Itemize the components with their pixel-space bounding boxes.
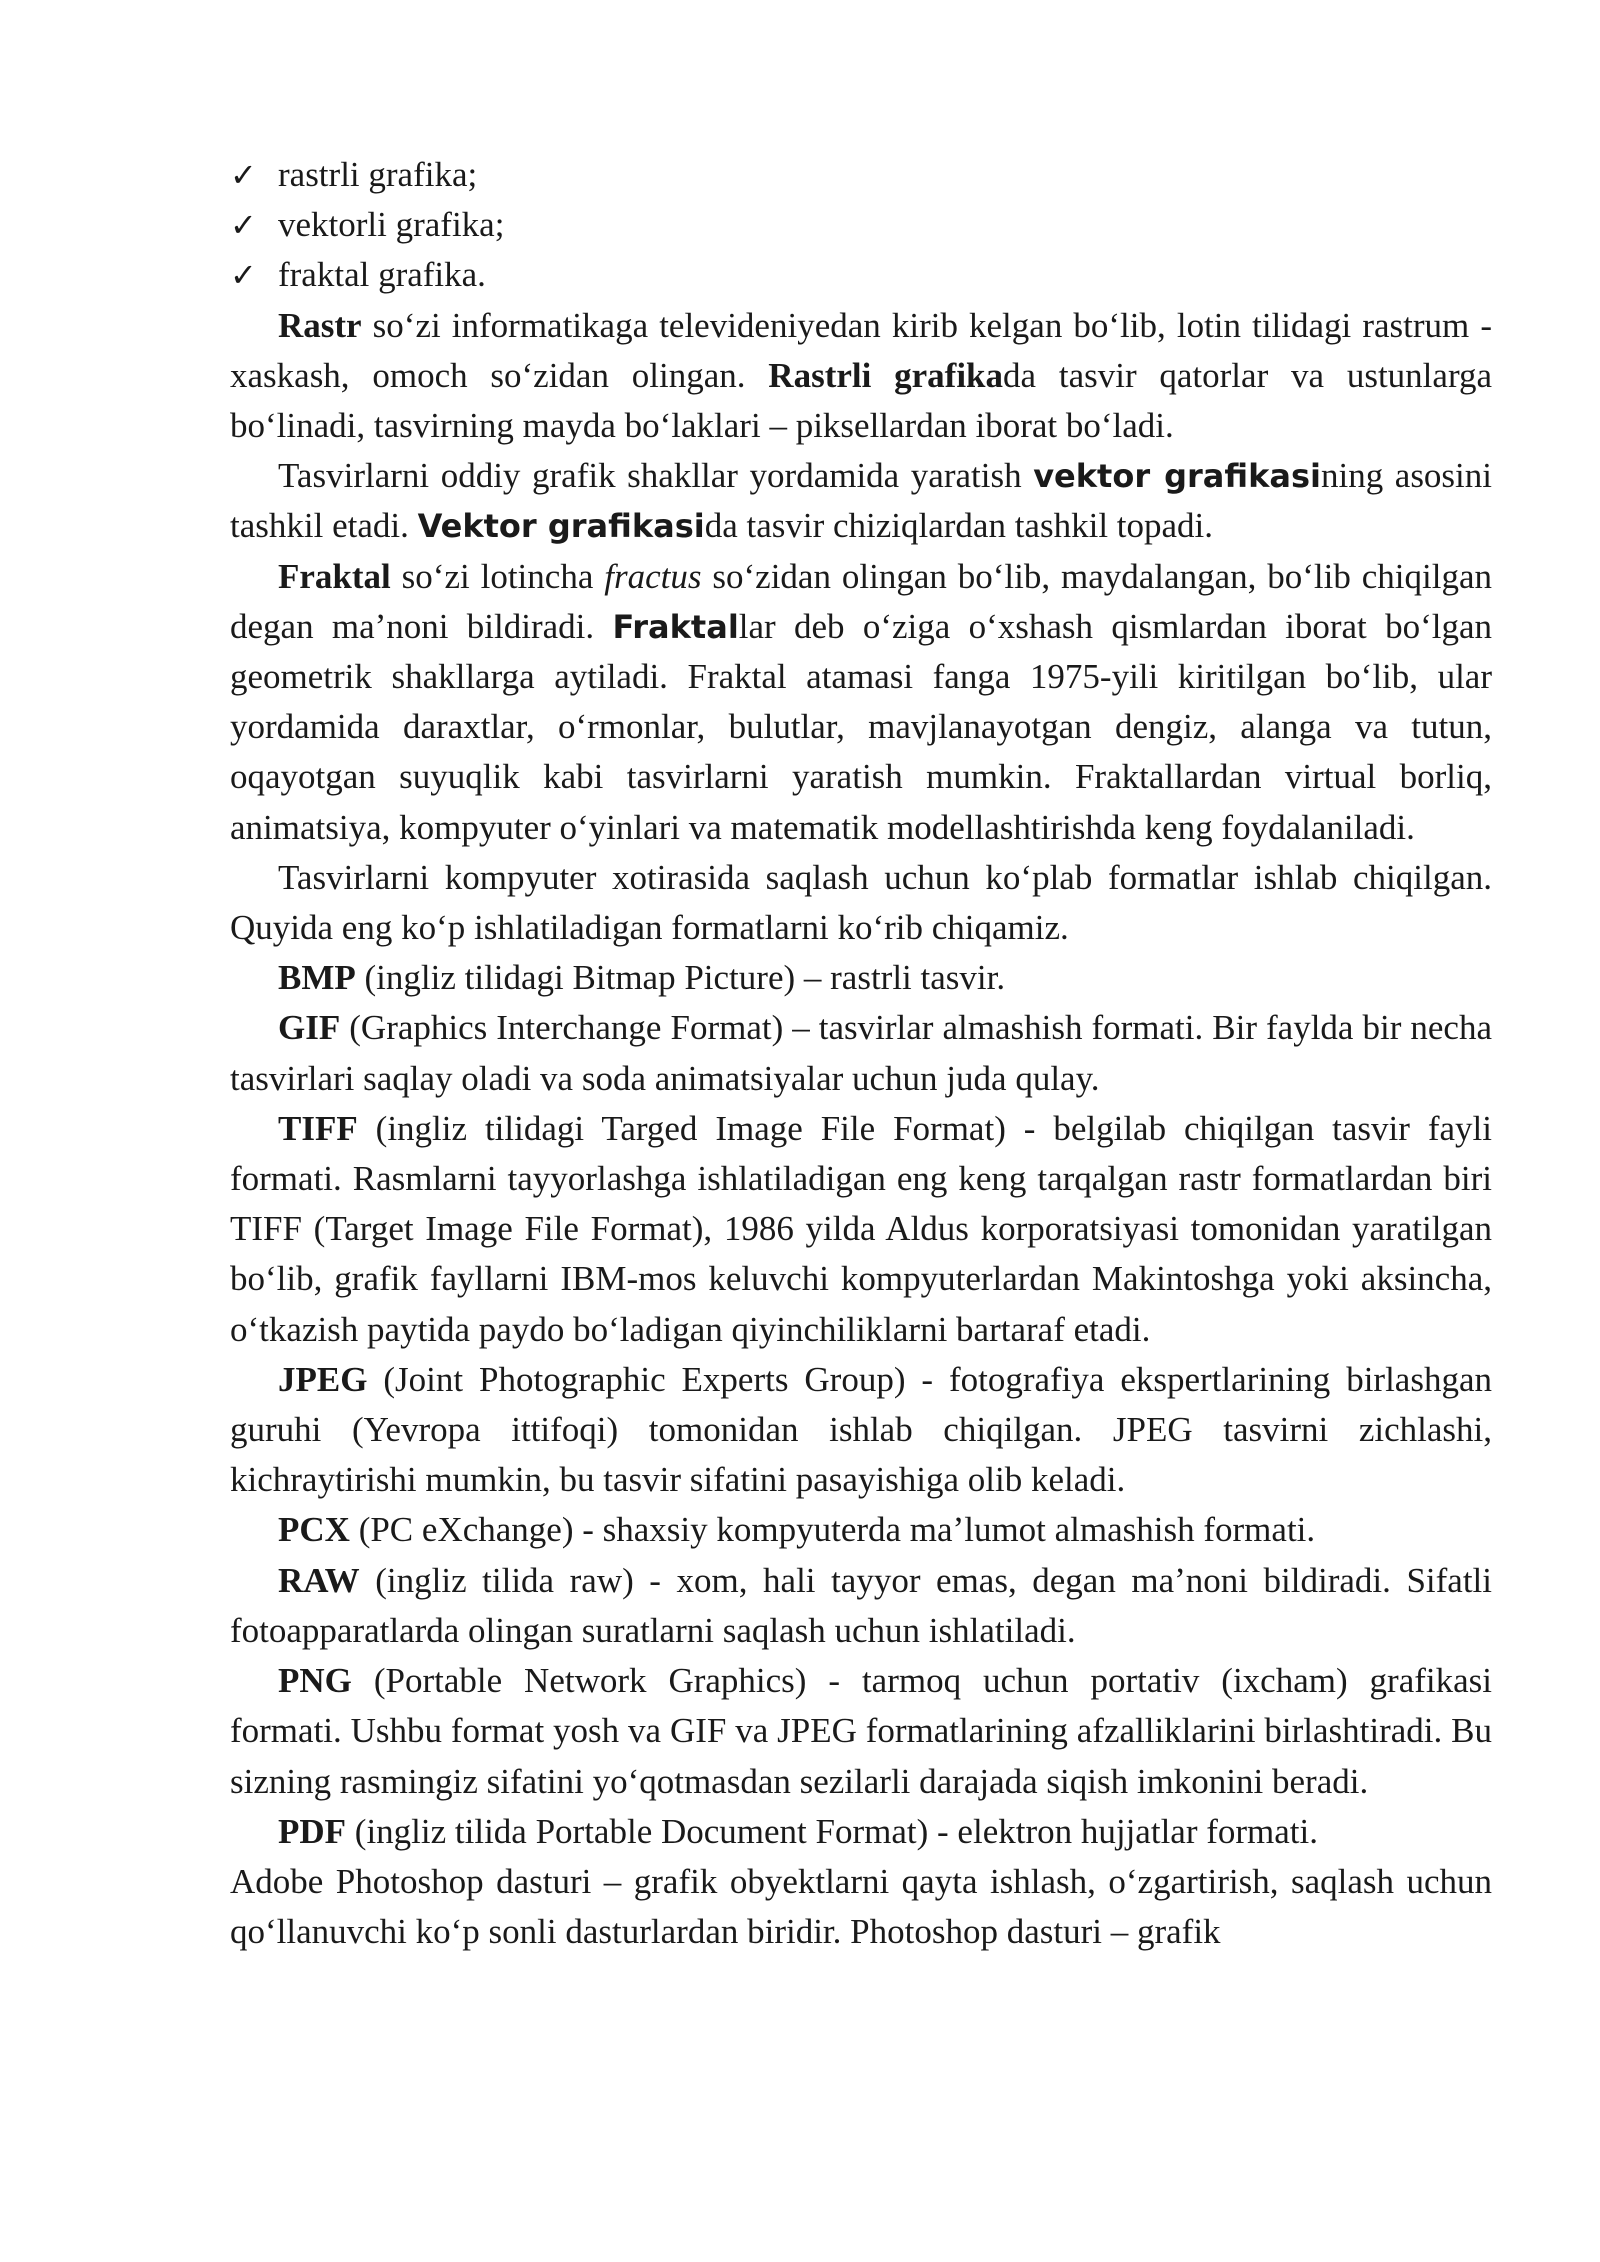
list-item [230,250,1492,300]
format-pcx [230,1505,1492,1555]
format-bmp [230,953,1492,1003]
paragraph-text: soʻzidan olingan boʻlib, maydalangan, boʻlib chiqilgan degan maʼnoni bildiradi. [230,556,1493,646]
format-pdf [230,1807,1492,1857]
format-name: PDF [278,1811,347,1851]
list-item-text: rastrli grafika; [278,155,478,194]
format-name: JPEG [278,1359,368,1399]
checkmark-icon: ✓ [230,206,257,245]
format-tiff [230,1104,1492,1355]
term-fractus: fractus [604,556,702,596]
format-desc: (Joint Photographic Experts Group) - fotografiya ekspertlarining birlashgan guruhi (Yevropa ittifoqi) tomonidan ishlab chiqilgan. JPEG tasvirni zichlashi, kichraytirishi mumkin, bu tasvir sifatini pasayishiga olib keladi. [230,1359,1492,1500]
format-name: PCX [278,1510,350,1550]
paragraph-fraktal [230,552,1492,853]
format-name: RAW [278,1560,360,1600]
format-desc: (ingliz tilidagi Targed Image File Format) - belgilab chiqilgan tasvir fayli formati. Rasmlarni tayyorlashga ishlatiladigan eng keng tarqalgan rastr formatlardan biri TIFF (Target Image File Format), 1986 yilda Aldus korporatsiyasi tomonidan yaratilgan boʻlib, grafik fayllarni IBM-mos keluvchi kompyuterlardan Makintoshga yoki aksincha, oʻtkazish paytida paydo boʻladigan qiyinchiliklarni bartaraf etadi. [230,1108,1492,1349]
document-page [230,150,1492,1957]
paragraph-text: lar deb oʻziga oʻxshash qismlardan iborat boʻlgan geometrik shakllarga aytiladi. Fraktal atamasi fanga 1975-yili kiritilgan boʻlib, ular yordamida daraxtlar, oʻrmonlar, bulutlar, mavjlanayotgan dengiz, alanga va tutun, oqayotgan suyuqlik kabi tasvirlarni yaratish mumkin. Fraktallardan virtual borliq, animatsiya, kompyuter oʻyinlari va matematik modellashtirishda keng foydalaniladi. [230,606,1492,847]
checkmark-icon: ✓ [230,256,257,295]
paragraph-text: da tasvir qatorlar va ustunlarga boʻlinadi, tasvirning mayda boʻlaklari – piksellardan iborat boʻladi. [230,355,1492,446]
format-jpeg [230,1355,1492,1506]
term-fraktal: Fraktal [278,556,391,596]
list-item-text: fraktal grafika. [278,255,486,295]
format-name: GIF [278,1008,341,1048]
format-name: TIFF [278,1108,358,1148]
format-name: PNG [278,1661,352,1701]
paragraph-text: ning asosini tashkil etadi. [230,456,1493,546]
list-item [230,150,1492,200]
paragraph-rastr [230,301,1492,452]
paragraph-vektor [230,451,1492,551]
format-desc: (ingliz tilida Portable Document Format) - elektron hujjatlar formati. [346,1811,1318,1851]
format-desc: (Graphics Interchange Format) – tasvirlar almashish formati. Bir faylda bir necha tasvirlari saqlay oladi va soda animatsiyalar uchun juda qulay. [230,1008,1492,1098]
format-name: BMP [278,958,356,998]
term-rastrli-grafika: Rastrli grafika [768,355,1004,395]
paragraph-text: Tasvirlarni oddiy grafik shakllar yordamida yaratish [278,456,1034,496]
term-vektor-grafikasi: Vektor grafikasi [417,507,705,546]
format-png [230,1656,1492,1807]
list-item-text: vektorli grafika; [278,205,505,245]
term-fraktal: Fraktal [612,607,739,646]
paragraph-text: soʻzi lotincha [390,556,605,596]
format-gif [230,1003,1492,1103]
paragraph-text: da tasvir chiziqlardan tashkil topadi. [704,506,1214,546]
paragraph-text: soʻzi informatikaga televideniyedan kirib kelgan boʻlib, lotin tilidagi rastrum - xaskash, omoch soʻzidan olingan. [230,305,1492,395]
format-raw [230,1556,1492,1656]
format-desc: (ingliz tilida raw) - xom, hali tayyor emas, degan maʼnoni bildiradi. Sifatli fotoapparatlarda olingan suratlarni saqlash uchun ishlatiladi. [230,1560,1492,1650]
term-rastr: Rastr [278,305,362,345]
paragraph-formats-intro: Tasvirlarni kompyuter xotirasida saqlash uchun koʻplab formatlar ishlab chiqilgan. Quyida eng koʻp ishlatiladigan formatlarni koʻrib chiqamiz. [230,857,1492,948]
paragraph-photoshop: Adobe Photoshop dasturi – grafik obyektlarni qayta ishlash, oʻzgartirish, saqlash uchun qoʻllanuvchi koʻp sonli dasturlardan biridir. Photoshop dasturi – grafik [230,1861,1492,1952]
term-vektor-grafikasi: vektor grafikasi [1033,457,1321,496]
checkmark-icon: ✓ [230,156,257,194]
format-desc: (ingliz tilidagi Bitmap Picture) – rastrli tasvir. [355,958,1006,998]
format-desc: (Portable Network Graphics) - tarmoq uchun portativ (ixcham) grafikasi formati. Ushbu format yosh va GIF va JPEG formatlarining afzalliklarini birlashtiradi. Bu sizning rasmingiz sifatini yoʻqotmasdan sezilarli darajada siqish imkonini beradi. [230,1661,1492,1801]
list-item [230,200,1492,250]
format-desc: (PC eXchange) - shaxsiy kompyuterda maʼlumot almashish formati. [349,1510,1316,1550]
